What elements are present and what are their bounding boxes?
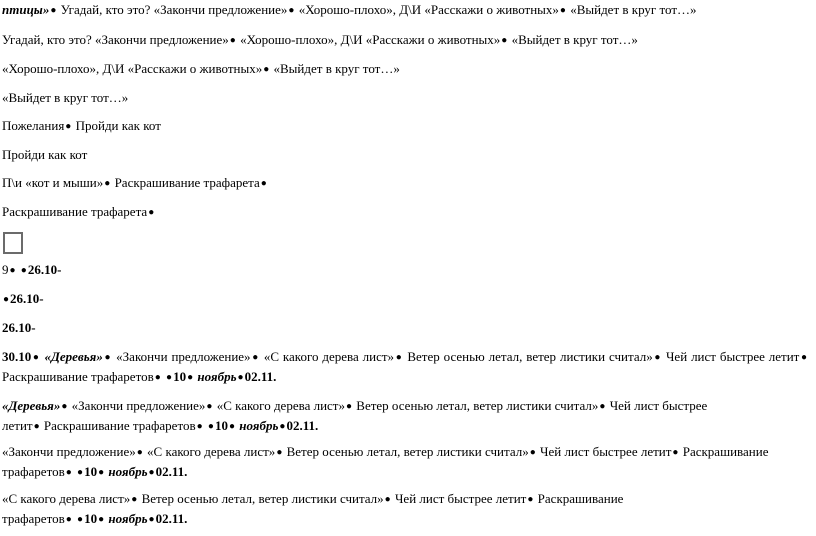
bullet-dot-icon: ● [395,352,403,363]
line-2 [2,32,638,50]
bullet-dot-icon: ● [276,447,283,458]
bullet-dot-icon: ● [229,35,236,46]
text-fragment: Ветер осенью летал, ветер листики считал» [286,444,529,459]
bullet-dot-icon: ● [61,401,68,412]
bullet-dot-icon: ● [77,467,84,478]
bullet-dot-icon: ● [653,352,662,363]
bullet-dot-icon: ● [9,265,16,276]
paragraph-2 [2,397,707,437]
bullet-dot-icon: ● [384,494,391,505]
text-fragment: 30.10 [2,349,32,364]
text-fragment: 10 [84,511,98,526]
text-fragment: «С какого дерева лист» [216,398,345,413]
bullet-dot-icon: ● [260,178,267,189]
text-fragment: Раскрашивание [682,444,769,459]
text-fragment: 02.11. [155,511,188,526]
text-fragment: 10 [84,464,98,479]
line-4 [2,90,128,106]
bullet-dot-icon: ● [98,467,105,478]
text-fragment: «Выйдет в круг тот…» [2,90,129,105]
text-fragment: «С какого дерева лист» [147,444,276,459]
bullet-dot-icon: ● [251,352,259,363]
bullet-dot-icon: ● [20,265,27,276]
bullet-dot-icon: ● [131,494,138,505]
text-fragment: 02.11. [244,369,277,384]
bullet-dot-icon: ● [136,447,143,458]
text-fragment: Чей лист быстрее [665,349,765,364]
text-fragment: «Выйдет в круг тот…» [566,2,697,17]
bullet-dot-icon: ● [103,352,112,363]
bullet-dot-icon: ● [65,121,72,132]
bullet-dot-icon: ● [800,352,808,363]
bullet-dot-icon: ● [672,447,679,458]
bullet-dot-icon: ● [187,372,194,383]
text-fragment: Ветер осенью летал, ветер листики считал» [356,398,599,413]
text-fragment: Чей лист быстрее летит [540,444,672,459]
line-3 [2,61,400,79]
text-fragment: «С какого дерева лист» [2,491,131,506]
bullet-dot-icon: ● [288,5,295,16]
bullet-dot-icon: ● [196,421,203,432]
bullet-dot-icon: ● [599,401,606,412]
text-fragment: Раскрашивание трафарета [111,175,260,190]
bullet-dot-icon: ● [237,372,244,383]
text-fragment: «Выйдет в круг тот…» [508,32,638,47]
text-fragment: Раскрашивание трафарета [2,204,148,219]
line-7 [2,175,268,193]
bullet-dot-icon: ● [345,401,353,412]
bullet-dot-icon: ● [3,294,10,305]
text-fragment: трафаретов [2,511,65,526]
text-fragment: «Хорошо-плохо», Д\И «Расскажи о животных» [236,32,501,47]
text-fragment: 10 [173,369,187,384]
text-fragment: 26.10- [10,291,44,306]
bullet-dot-icon: ● [98,514,105,525]
bullet-dot-icon: ● [50,5,57,16]
bullet-dot-icon: ● [65,467,72,478]
text-fragment: «Хорошо-плохо», Д\И «Расскажи о животных» [2,61,263,76]
bullet-dot-icon: ● [148,207,155,218]
bullet-dot-icon: ● [65,514,72,525]
text-fragment: птицы» [2,2,50,17]
bullet-dot-icon: ● [529,447,536,458]
bullet-dot-icon: ● [33,421,40,432]
text-fragment: Пройди как кот [72,118,161,133]
text-fragment: Чей лист быстрее [609,398,708,413]
text-fragment: Пожелания [2,118,65,133]
empty-checkbox-icon [3,232,23,254]
text-fragment: ноябрь [108,511,148,526]
bullet-dot-icon: ● [279,421,286,432]
bullet-dot-icon: ● [228,421,235,432]
bullet-dot-icon: ● [104,178,111,189]
text-fragment: «Выйдет в круг тот…» [270,61,400,76]
bullet-dot-icon: ● [148,514,155,525]
text-fragment: Угадай, кто это? «Закончи предложение» [2,32,229,47]
text-fragment: 26.10- [27,262,62,277]
line-1 [2,2,697,20]
text-fragment: 02.11. [286,418,319,433]
paragraph-1 [2,348,808,388]
text-fragment: 26.10- [2,320,36,335]
paragraph-4 [2,490,623,530]
text-fragment: летит [2,418,33,433]
text-fragment: Раскрашивание трафаретов [2,369,154,384]
line-9 [2,262,61,280]
text-fragment: ноябрь [197,369,237,384]
text-fragment: «Хорошо-плохо», Д\И «Расскажи о животных» [295,2,559,17]
bullet-dot-icon: ● [166,372,173,383]
text-fragment: «Деревья» [44,349,103,364]
line-8 [2,204,155,222]
bullet-dot-icon: ● [154,372,161,383]
paragraph-3 [2,443,768,483]
line-11 [2,320,36,336]
text-fragment: Ветер осенью летал, ветер листики считал» [407,349,653,364]
text-fragment: П\и «кот и мыши» [2,175,104,190]
text-fragment: трафаретов [2,464,65,479]
bullet-dot-icon: ● [148,467,155,478]
bullet-dot-icon: ● [32,352,40,363]
bullet-dot-icon: ● [207,421,214,432]
line-5 [2,118,161,136]
bullet-dot-icon: ● [206,401,213,412]
bullet-dot-icon: ● [501,35,508,46]
text-fragment: Раскрашивание трафаретов [43,418,196,433]
text-fragment: «Закончи предложение» [2,444,136,459]
text-fragment: Пройди как кот [2,147,88,162]
line-10 [2,291,44,309]
line-6 [2,147,87,163]
bullet-dot-icon: ● [77,514,84,525]
bullet-dot-icon: ● [263,64,270,75]
text-fragment: 02.11. [155,464,188,479]
text-fragment: «Деревья» [2,398,61,413]
bullet-dot-icon: ● [559,5,566,16]
text-fragment: «Закончи предложение» [71,398,206,413]
text-fragment: летит [768,349,800,364]
text-fragment: 9 [2,262,9,277]
text-fragment: ноябрь [239,418,279,433]
text-fragment: Ветер осенью летал, ветер листики считал» [141,491,384,506]
text-fragment: «Закончи предложение» [116,349,251,364]
text-fragment: Чей лист быстрее летит [394,491,527,506]
bullet-dot-icon: ● [527,494,534,505]
text-fragment: Угадай, кто это? «Закончи предложение» [57,2,288,17]
text-fragment: 10 [214,418,228,433]
text-fragment: Раскрашивание [537,491,624,506]
text-fragment: ноябрь [108,464,148,479]
text-fragment: «С какого дерева лист» [263,349,395,364]
